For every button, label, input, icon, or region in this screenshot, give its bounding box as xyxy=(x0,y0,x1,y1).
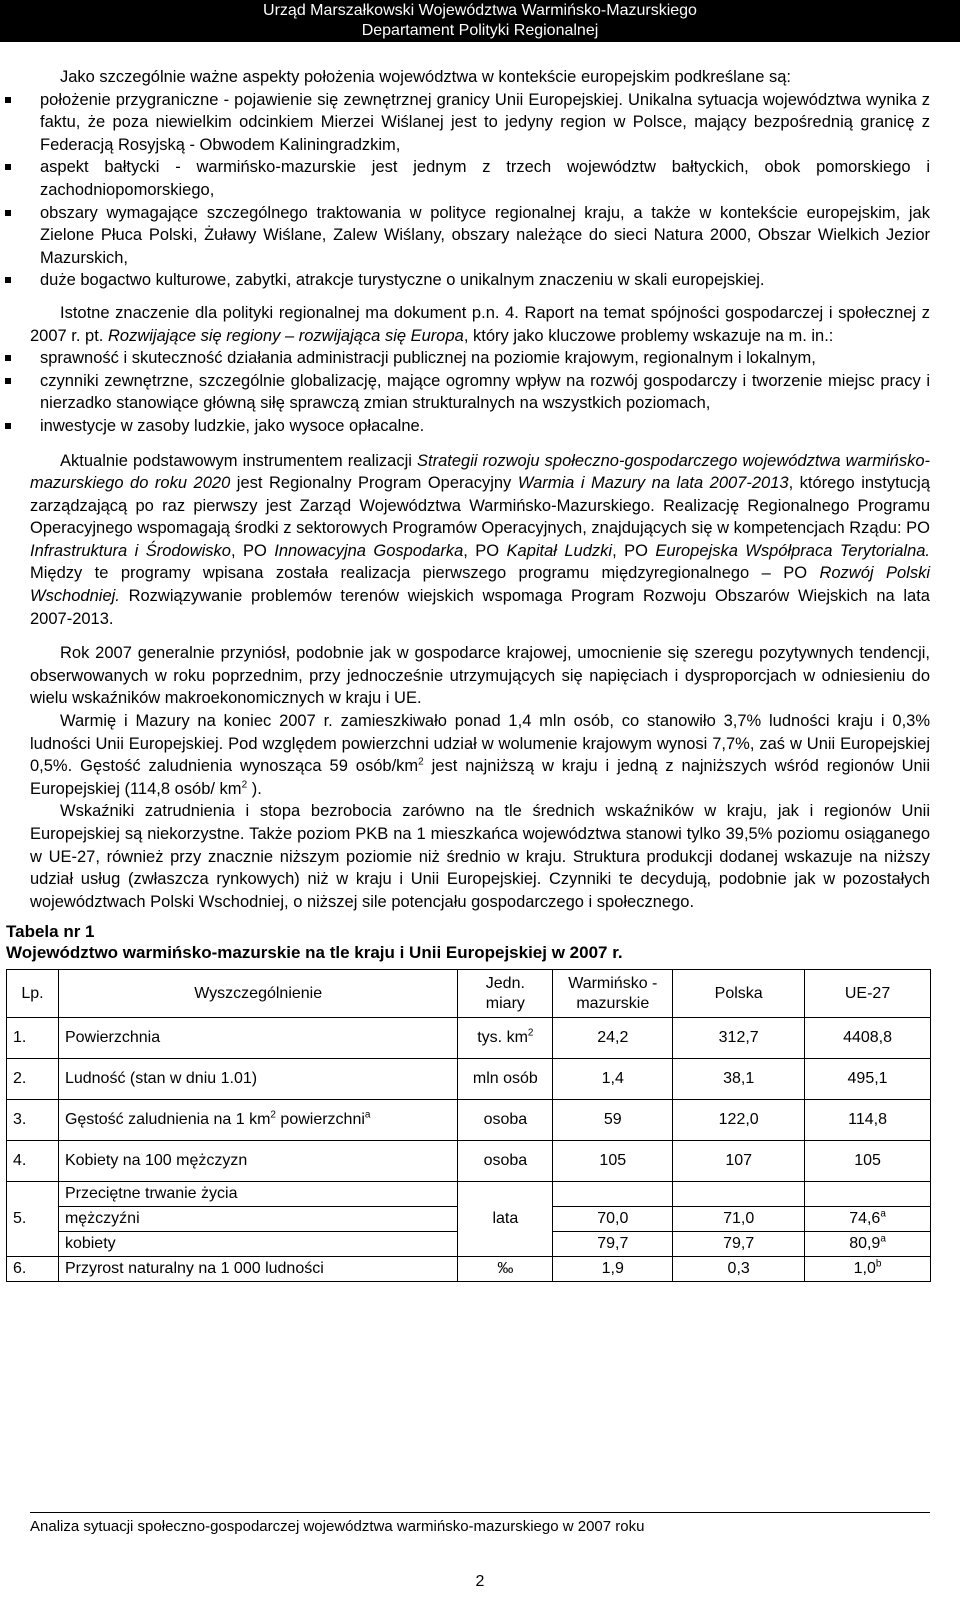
header-pl: Polska xyxy=(673,970,805,1018)
bullet-icon xyxy=(5,378,11,384)
list-item-text: duże bogactwo kulturowe, zabytki, atrakcje turystyczne o unikalnym znaczeniu w skali europejskiej. xyxy=(40,271,765,290)
report-text-end: , który jako kluczowe problemy wskazuje na m. in.: xyxy=(463,326,834,345)
cell-lp: 4. xyxy=(7,1141,59,1182)
cell-lp: 5. xyxy=(7,1182,59,1257)
list-item-text: sprawność i skuteczność działania administracji publicznej na poziomie krajowym, regionalnym i lokalnym, xyxy=(40,349,816,368)
cell-unit: ‰ xyxy=(458,1257,553,1282)
population-paragraph xyxy=(30,710,930,800)
table-number: Tabela nr 1 xyxy=(6,922,95,942)
table-caption xyxy=(6,921,930,963)
footnote-marker: a xyxy=(364,1110,371,1122)
text-run: Warmię i Mazury na koniec 2007 r. zamieszkiwało ponad 1,4 mln osób, co stanowiło 3,7% ludności kraju i 0,3% ludności Unii Europejskiej. Pod względem powierzchni udział w wolumenie krajowym wynosi 7,7%, zaś w Unii Europejskiej 0,5%. Gęstość zaludnienia wynosząca 59 osób/km xyxy=(30,712,930,776)
text-run: Rozwiązywanie problemów terenów wiejskich wspomaga Program Rozwoju Obszarów Wiejskich na lata 2007-2013. xyxy=(30,587,930,628)
cell-lp: 1. xyxy=(7,1018,59,1059)
table-row xyxy=(7,1141,931,1182)
cell-pl: 79,7 xyxy=(673,1232,805,1257)
cell-lp: 6. xyxy=(7,1257,59,1282)
report-text: Istotne znaczenie dla polityki regionalnej ma dokument p.n. 4. Raport na temat spójności gospodarczej i społecznej z 2007 r. pt. xyxy=(30,303,930,345)
cell-desc: mężczyźni xyxy=(58,1207,457,1232)
list-item xyxy=(30,347,930,370)
footer-divider xyxy=(30,1512,930,1513)
page-number: 2 xyxy=(475,1573,485,1590)
program-title: Infrastruktura i Środowisko xyxy=(30,541,231,560)
cell-pl: 38,1 xyxy=(673,1059,805,1100)
problems-list xyxy=(30,347,930,437)
bullet-icon xyxy=(5,277,11,283)
desc-text: Gęstość zaludnienia na 1 km xyxy=(64,1111,271,1129)
header-unit: Jedn. miary xyxy=(458,970,553,1018)
list-item xyxy=(30,202,930,270)
list-item-text: czynniki zewnętrzne, szczególnie globalizację, mające ogromny wpływ na rozwój gospodarczy i tworzenie miejsc pracy i nierzadko stanowiące główną siłę sprawczą zmian strukturalnych na wszystkich poziomach, xyxy=(40,371,930,413)
cell-lp: 3. xyxy=(7,1100,59,1141)
list-item xyxy=(30,269,930,292)
program-title: Europejska Współpraca Terytorialna. xyxy=(655,541,931,560)
list-item xyxy=(30,370,930,415)
cell-unit: osoba xyxy=(458,1141,553,1182)
cell-pl: 71,0 xyxy=(673,1207,805,1232)
cell-ue: 495,1 xyxy=(805,1059,931,1100)
list-item-text: inwestycje w zasoby ludzkie, jako wysoce opłacalne. xyxy=(40,416,425,435)
cell-ue xyxy=(805,1207,931,1232)
list-item-text: aspekt bałtycki - warmińsko-mazurskie jest jednym z trzech województw bałtyckich, obok pomorskiego i zachodniopomorskiego, xyxy=(40,158,930,199)
footnote-marker: b xyxy=(875,1259,882,1271)
text-run: jest Regionalny Program Operacyjny xyxy=(230,474,518,493)
cell-desc xyxy=(58,1100,457,1141)
bullet-icon xyxy=(5,97,11,103)
program-title: Innowacyjna Gospodarka xyxy=(274,541,464,560)
footnote-marker: a xyxy=(880,1234,886,1246)
strategy-title: Strategii rozwoju społeczno-gospodarczego województwa warmińsko-mazurskiego do roku 2020 xyxy=(30,451,930,493)
list-item xyxy=(30,415,930,438)
bullet-icon xyxy=(5,210,11,216)
desc-text: powierzchni xyxy=(275,1111,365,1129)
table-row xyxy=(7,1018,931,1059)
program-title: Warmia i Mazury na lata 2007-2013 xyxy=(517,474,789,493)
header-wm: Warmińsko - mazurskie xyxy=(553,970,673,1018)
cell-desc: kobiety xyxy=(58,1232,457,1257)
header-office: Urząd Marszałkowski Województwa Warmińsko-Mazurskiego xyxy=(263,2,697,19)
program-title: Kapitał Ludzki xyxy=(506,541,613,560)
cell-pl: 122,0 xyxy=(673,1100,805,1141)
header-desc: Wyszczególnienie xyxy=(58,970,457,1018)
superscript: 2 xyxy=(418,756,424,768)
cell-empty xyxy=(553,1182,673,1207)
footnote-marker: a xyxy=(880,1209,886,1221)
table-header-row xyxy=(7,970,931,1018)
cell-desc: Powierzchnia xyxy=(58,1018,457,1059)
unit-text: tys. km xyxy=(477,1029,528,1047)
cell-wm: 1,9 xyxy=(553,1257,673,1282)
cell-ue: 114,8 xyxy=(805,1100,931,1141)
text-run: jest najniższą w kraju i jedną z najniższych wśród regionów Unii Europejskiej (114,8 osób/ km xyxy=(30,757,930,798)
cell-ue: 4408,8 xyxy=(805,1018,931,1059)
cell-wm: 59 xyxy=(553,1100,673,1141)
program-title: Rozwój Polski Wschodniej. xyxy=(30,564,930,606)
cell-ue xyxy=(805,1232,931,1257)
cell-wm: 1,4 xyxy=(553,1059,673,1100)
list-item-text: położenie przygraniczne - pojawienie się zewnętrznej granicy Unii Europejskiej. Unikalna sytuacja województwa wynika z faktu, że poza niewielkim odcinkiem Mierzei Wiślanej jest to jedyny region w Polsce, mający bezpośrednią granicę z Federacją Rosyjską - Obwodem Kaliningradzkim, xyxy=(40,90,930,154)
cell-lp: 2. xyxy=(7,1059,59,1100)
cell-pl: 107 xyxy=(673,1141,805,1182)
value-text: 74,6 xyxy=(849,1210,881,1228)
cell-wm: 105 xyxy=(553,1141,673,1182)
cell-desc: Przyrost naturalny na 1 000 ludności xyxy=(58,1257,457,1282)
bullet-icon xyxy=(5,164,11,170)
cell-ue: 105 xyxy=(805,1141,931,1182)
page-header xyxy=(0,0,960,42)
cell-empty xyxy=(673,1182,805,1207)
header-department: Departament Polityki Regionalnej xyxy=(361,22,599,39)
page-footer: Analiza sytuacji społeczno-gospodarczej województwa warmińsko-mazurskiego w 2007 roku xyxy=(30,1518,645,1535)
superscript: 2 xyxy=(527,1028,534,1040)
value-text: 80,9 xyxy=(849,1235,881,1253)
cell-empty xyxy=(805,1182,931,1207)
cell-desc: Kobiety na 100 mężczyzn xyxy=(58,1141,457,1182)
table-row xyxy=(7,1257,931,1282)
year-summary-paragraph: Rok 2007 generalnie przyniósł, podobnie jak w gospodarce krajowej, umocnienie się szeregu pozytywnych tendencji, obserwowanych w roku poprzednim, przy jednocześnie utrzymujących się napięciach i dysproporcjach w odniesieniu do wielu wskaźników makroekonomicznych w kraju i UE. xyxy=(30,644,930,708)
cell-unit xyxy=(458,1018,553,1059)
header-ue: UE-27 xyxy=(805,970,931,1018)
instrument-paragraph xyxy=(30,450,930,631)
value-text: 1,0 xyxy=(853,1260,876,1278)
report-title: Rozwijające się regiony – rozwijająca się Europa xyxy=(107,326,464,345)
list-item xyxy=(30,89,930,157)
cell-wm: 70,0 xyxy=(553,1207,673,1232)
cell-unit: osoba xyxy=(458,1100,553,1141)
text-run: ). xyxy=(247,779,262,798)
superscript: 2 xyxy=(241,779,248,791)
text-run: , PO xyxy=(230,541,275,560)
list-item xyxy=(30,156,930,201)
cell-unit: mln osób xyxy=(458,1059,553,1100)
bullet-icon xyxy=(5,423,11,429)
table-title: Województwo warmińsko-mazurskie na tle kraju i Unii Europejskiej w 2007 r. xyxy=(6,943,623,963)
report-paragraph xyxy=(30,302,930,347)
main-content xyxy=(6,66,931,1282)
cell-wm: 79,7 xyxy=(553,1232,673,1257)
cell-unit: lata xyxy=(458,1182,553,1257)
cell-pl: 0,3 xyxy=(673,1257,805,1282)
text-run: , PO xyxy=(612,541,656,560)
cell-pl: 312,7 xyxy=(673,1018,805,1059)
table-row xyxy=(7,1100,931,1141)
superscript: 2 xyxy=(270,1110,276,1122)
cell-wm: 24,2 xyxy=(553,1018,673,1059)
text-run: , którego instytucją zarządzającą po raz pierwszy jest Zarząd Województwa Warmińsko-Mazurskiego. Realizację Regionalnego Programu Operacyjnego wspomagają środki z sektorowych Programów Operacyjnych, znajdujących się w kompetencjach Rządu: PO xyxy=(30,474,930,538)
cell-desc: Ludność (stan w dniu 1.01) xyxy=(58,1059,457,1100)
text-run: Aktualnie podstawowym instrumentem realizacji xyxy=(60,451,418,470)
cell-desc: Przeciętne trwanie życia xyxy=(58,1182,457,1207)
header-lp: Lp. xyxy=(7,970,59,1018)
bullet-icon xyxy=(5,355,11,361)
intro-paragraph: Jako szczególnie ważne aspekty położenia województwa w kontekście europejskim podkreślane są: xyxy=(60,68,791,86)
aspects-list xyxy=(30,89,930,292)
data-table xyxy=(6,969,931,1282)
employment-paragraph: Wskaźniki zatrudnienia i stopa bezrobocia zarówno na tle średnich wskaźników w kraju, jak i regionów Unii Europejskiej są niekorzystne. Także poziom PKB na 1 mieszkańca województwa stanowi tylko 39,5% poziomu osiąganego w UE-27, również przy znacznie niższym poziomie niż średnio w kraju. Struktura produkcji dodanej wskazuje na niższy udział usług (zwłaszcza rynkowych) niż w kraju i Unii Europejskiej. Czynniki te decydują, podobnie jak w pozostałych województwach Polski Wschodniej, o niższej sile potencjału gospodarczego i społecznego. xyxy=(30,802,930,911)
cell-ue xyxy=(805,1257,931,1282)
text-run: Między te programy wpisana została realizacja pierwszego programu międzyregionalnego – PO xyxy=(30,564,820,583)
text-run: , PO xyxy=(463,541,507,560)
table-row xyxy=(7,1182,931,1207)
list-item-text: obszary wymagające szczególnego traktowania w polityce regionalnej kraju, a także w kontekście europejskim, jak Zielone Płuca Polski, Żuławy Wiślane, Zalew Wiślany, obszary należące do sieci Natura 2000, Obszar Wielkich Jezior Mazurskich, xyxy=(40,203,930,267)
table-row xyxy=(7,1059,931,1100)
